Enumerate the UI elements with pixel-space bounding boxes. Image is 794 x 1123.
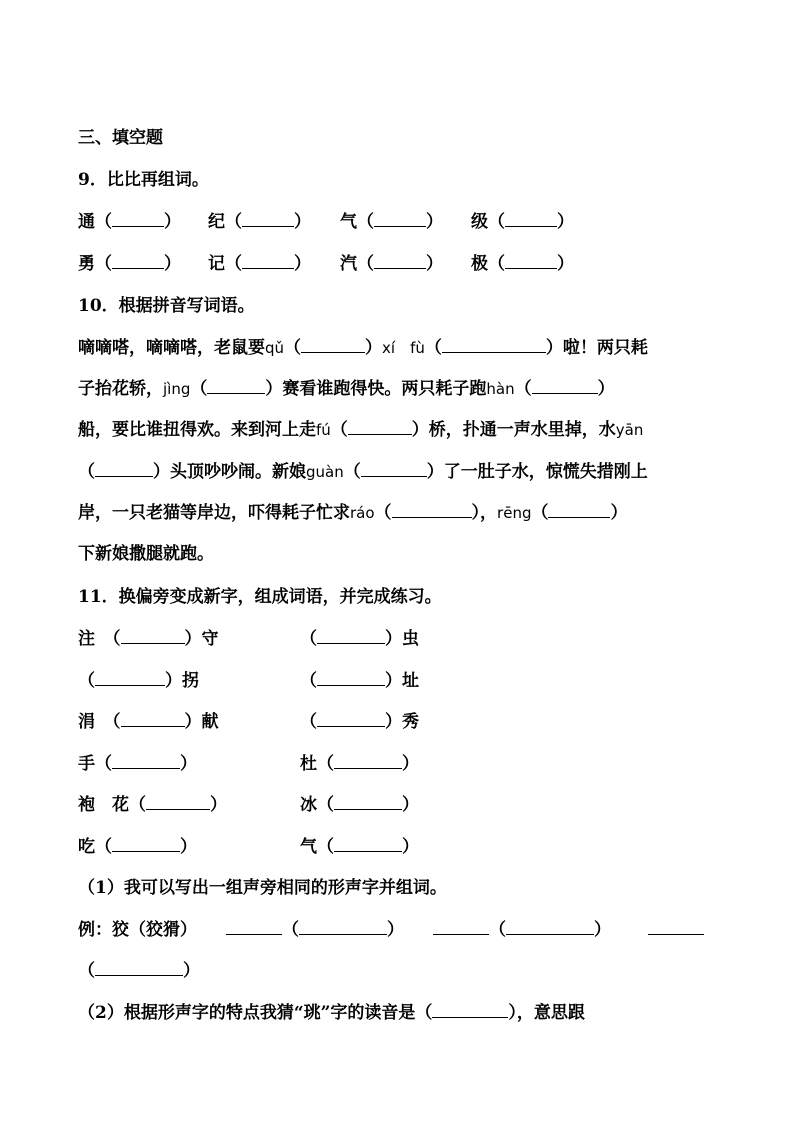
q11-title: 11．换偏旁变成新字，组成词语，并完成练习。 — [78, 587, 442, 607]
question-text: ），意思跟 — [508, 1003, 585, 1023]
q11-char: 虫 — [402, 629, 419, 649]
answer-blank[interactable] — [532, 379, 598, 394]
q9-char: 勇 — [78, 254, 95, 274]
pinyin: xí fù — [382, 339, 425, 357]
pinyin: ráo — [350, 504, 375, 522]
q11-row-1: 注 （ ）守 （ ）虫 — [78, 629, 419, 649]
q9-char: 气 — [340, 212, 357, 232]
answer-blank[interactable] — [95, 462, 153, 477]
pinyin: rēng — [497, 504, 532, 522]
q11-char: 注 — [78, 629, 95, 649]
answer-blank[interactable] — [392, 503, 472, 518]
q9-char: 记 — [208, 254, 225, 274]
q11-example-line-2: （ ） — [78, 961, 200, 981]
passage-text: 船，要比谁扭得欢。来到河上走 — [78, 420, 316, 440]
q11-char: 吃 — [78, 837, 95, 857]
q10-line-2: 子抬花轿，jìng（ ）赛看谁跑得快。两只耗子跑hàn（ ） — [78, 379, 615, 399]
q11-char: 址 — [402, 671, 419, 691]
q9-char: 通 — [78, 212, 95, 232]
q11-example-line: 例：狡（狡猾） （ ） （ ） — [78, 917, 718, 943]
q11-char: 拐 — [182, 671, 199, 691]
q10-line-5: 岸，一只老猫等岸边，吓得耗子忙求ráo（ ），rēng（ ） — [78, 503, 628, 523]
answer-blank[interactable] — [548, 503, 610, 518]
q11-char: 手 — [78, 754, 95, 774]
answer-blank[interactable] — [146, 795, 210, 810]
q9-row-1: 通（ ） 纪（ ） 气（ ） 级（ ） — [78, 212, 574, 232]
answer-blank[interactable] — [95, 671, 165, 686]
q10-title: 10．根据拼音写词语。 — [78, 296, 255, 316]
q11-char: 冰 — [300, 795, 317, 815]
passage-text: 头顶吵吵闹。新娘 — [170, 462, 306, 482]
answer-blank[interactable] — [301, 338, 365, 353]
pinyin: qǔ — [265, 339, 285, 357]
answer-blank[interactable] — [334, 795, 402, 810]
q11-sub-2 — [78, 1000, 585, 1026]
answer-blank[interactable] — [112, 212, 164, 227]
answer-blank[interactable] — [506, 920, 594, 935]
passage-text: 嘀嘀嗒，嘀嘀嗒，老鼠要 — [78, 338, 265, 358]
q10-line-3: 船，要比谁扭得欢。来到河上走fú（ ）桥，扑通一声水里掉，水yān — [78, 420, 644, 440]
passage-text: 子抬花轿， — [78, 379, 163, 399]
answer-blank[interactable] — [374, 254, 426, 269]
q11-char: 秀 — [402, 712, 419, 732]
answer-blank[interactable] — [505, 212, 557, 227]
answer-blank[interactable] — [317, 629, 385, 644]
answer-blank[interactable] — [207, 379, 265, 394]
answer-blank[interactable] — [242, 254, 294, 269]
q9-title: 9．比比再组词。 — [78, 170, 209, 190]
q9-row-2: 勇（ ） 记（ ） 汽（ ） 极（ ） — [78, 254, 574, 274]
answer-blank[interactable] — [121, 712, 185, 727]
q9-char: 极 — [471, 254, 488, 274]
passage-text: 赛看谁跑得快。两只耗子跑 — [282, 379, 487, 399]
pinyin: guàn — [306, 463, 344, 481]
q10-line-1: 嘀嘀嗒，嘀嘀嗒，老鼠要qǔ（ ）xí fù（ ）啦！两只耗 — [78, 338, 648, 358]
pinyin: jìng — [163, 380, 191, 398]
pinyin: fú — [316, 421, 331, 439]
answer-blank[interactable] — [334, 837, 402, 852]
q11-char: 献 — [201, 712, 219, 732]
answer-blank[interactable] — [374, 212, 426, 227]
q11-char: 袍 花 — [78, 795, 129, 815]
passage-text: 啦！两只耗 — [562, 338, 648, 358]
q11-row-5: 袍 花（ ） 冰（ ） — [78, 795, 419, 815]
answer-blank[interactable] — [334, 754, 402, 769]
answer-blank[interactable] — [121, 629, 185, 644]
passage-text: 岸，一只老猫等岸边，吓得耗子忙求 — [78, 503, 350, 523]
answer-blank[interactable] — [317, 671, 385, 686]
q11-sub-1: （1）我可以写出一组声旁相同的形声字并组词。 — [78, 878, 447, 898]
q11-char: 气 — [300, 837, 317, 857]
pinyin: hàn — [486, 380, 515, 398]
q11-row-6: 吃（ ） 气（ ） — [78, 837, 419, 857]
answer-blank[interactable] — [226, 920, 282, 935]
section-title: 三、填空题 — [78, 128, 163, 148]
answer-blank[interactable] — [348, 420, 412, 435]
q10-line-6: 下新娘撒腿就跑。 — [78, 544, 214, 564]
q9-char: 纪 — [208, 212, 225, 232]
q11-row-4: 手（ ） 杜（ ） — [78, 754, 419, 774]
answer-blank[interactable] — [112, 754, 180, 769]
passage-text: 桥，扑通一声水里掉，水 — [428, 420, 616, 440]
question-text: （2）根据形声字的特点我猜“珧”字的读音是（ — [78, 1003, 433, 1023]
pinyin: yān — [615, 421, 644, 439]
q11-char: 杜 — [300, 754, 317, 774]
answer-blank[interactable] — [95, 961, 183, 976]
q10-line-4: （ ）头顶吵吵闹。新娘guàn（ ）了一肚子水，惊慌失措刚上 — [78, 462, 648, 482]
answer-blank[interactable] — [361, 462, 427, 477]
example-text: 例：狡（狡猾） — [78, 920, 197, 940]
answer-blank[interactable] — [442, 338, 546, 353]
answer-blank[interactable] — [299, 920, 387, 935]
answer-blank[interactable] — [317, 712, 385, 727]
q9-char: 汽 — [340, 254, 357, 274]
q11-char: 守 — [201, 629, 219, 649]
answer-blank[interactable] — [505, 254, 557, 269]
answer-blank[interactable] — [433, 920, 489, 935]
answer-blank[interactable] — [242, 212, 294, 227]
answer-blank[interactable] — [648, 920, 704, 935]
answer-blank[interactable] — [432, 1003, 508, 1018]
passage-text: 了一肚子水，惊慌失措刚上 — [443, 462, 648, 482]
answer-blank[interactable] — [112, 254, 164, 269]
q11-row-3: 涓 （ ）献 （ ）秀 — [78, 712, 419, 732]
answer-blank[interactable] — [112, 837, 180, 852]
q11-char: 涓 — [78, 712, 95, 732]
q9-char: 级 — [471, 212, 488, 232]
q11-row-2: （ ）拐 （ ）址 — [78, 671, 419, 691]
